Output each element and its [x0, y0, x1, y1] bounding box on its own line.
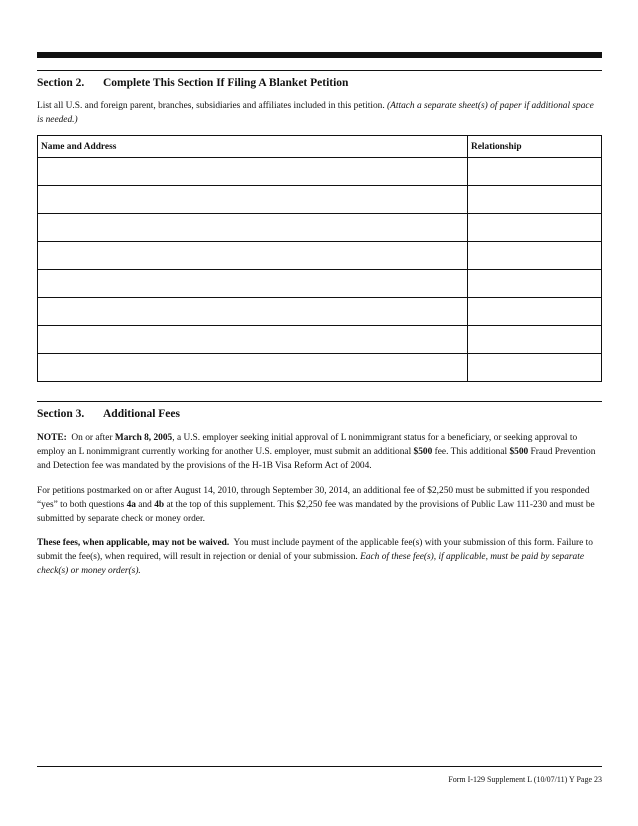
section-2-number: Section 2.	[37, 77, 85, 89]
note-date: March 8, 2005	[114, 433, 173, 443]
petitions-paragraph	[37, 484, 597, 526]
footer-rule	[37, 766, 602, 767]
relationship-field[interactable]	[468, 186, 602, 214]
waiver-emphasis: These fees, when applicable, may not be waived.	[37, 538, 230, 548]
question-ref: 4a	[126, 500, 136, 510]
relationship-field[interactable]	[468, 326, 602, 354]
section-2-title: Complete This Section If Filing A Blanket Petition	[103, 77, 349, 89]
relationship-field[interactable]	[468, 354, 602, 382]
relationship-field[interactable]	[468, 158, 602, 186]
note-text: fee. This additional	[434, 447, 508, 457]
petitions-text: and	[138, 500, 152, 510]
form-footer: Form I-129 Supplement L (10/07/11) Y Page 23	[448, 775, 602, 784]
table-row	[38, 326, 602, 354]
table-row	[38, 242, 602, 270]
name-address-field[interactable]	[38, 298, 468, 326]
section-2-instructions	[37, 99, 602, 127]
section-2-heading	[37, 70, 602, 89]
note-text: On or after	[71, 433, 113, 443]
petitions-text: at the top of this supplement. This $2,250 fee was mandated by the provisions of Public Law 111-230 and must be submitted by separate check or money order.	[37, 500, 595, 524]
section-3-number: Section 3.	[37, 408, 85, 420]
petitions-text: For petitions postmarked on or after August 14, 2010, through September 30, 2014, an additional fee of $2,250 must be submitted if you responded “yes” to both questions	[37, 486, 590, 510]
table-header-row	[38, 136, 602, 158]
name-address-field[interactable]	[38, 242, 468, 270]
name-address-field[interactable]	[38, 214, 468, 242]
section-3-title: Additional Fees	[103, 408, 180, 420]
question-ref: 4b	[154, 500, 165, 510]
instructions-note: (Attach a separate sheet(s) of paper if additional space is needed.)	[37, 101, 594, 125]
waiver-paragraph	[37, 536, 597, 578]
relationship-field[interactable]	[468, 270, 602, 298]
table-row	[38, 214, 602, 242]
table-row	[38, 186, 602, 214]
note-fee: $500	[413, 447, 433, 457]
instructions-text: List all U.S. and foreign parent, branches, subsidiaries and affiliates included in this petition.	[37, 101, 385, 111]
relationship-field[interactable]	[468, 298, 602, 326]
note-text: Fraud Prevention and Detection fee was mandated by the provisions of the H-1B Visa Reform Act of 2004.	[37, 447, 596, 471]
section-3-heading	[37, 401, 602, 420]
name-address-field[interactable]	[38, 326, 468, 354]
table-row	[38, 270, 602, 298]
header-name-address: Name and Address	[38, 136, 468, 158]
top-rule	[37, 52, 602, 58]
note-text: , a U.S. employer seeking initial approval of L nonimmigrant status for a beneficiary, or seeking approval to employ an L nonimmigrant currently working for another U.S. employer, must submit an additional	[37, 433, 578, 457]
waiver-text: You must include payment of the applicable fee(s) with your submission of this form. Failure to submit the fee(s), when required, will result in rejection or denial of your submission.	[37, 538, 593, 562]
relationship-field[interactable]	[468, 214, 602, 242]
table-row	[38, 298, 602, 326]
relationship-field[interactable]	[468, 242, 602, 270]
header-relationship: Relationship	[468, 136, 602, 158]
note-label: NOTE:	[37, 433, 67, 443]
name-address-field[interactable]	[38, 186, 468, 214]
name-address-field[interactable]	[38, 354, 468, 382]
note-paragraph	[37, 431, 597, 473]
table-row	[38, 158, 602, 186]
note-fee: $500	[509, 447, 529, 457]
table-row	[38, 354, 602, 382]
entities-table	[37, 135, 602, 382]
name-address-field[interactable]	[38, 158, 468, 186]
waiver-italic: Each of these fee(s), if applicable, must be paid by separate check(s) or money order(s).	[37, 552, 585, 576]
name-address-field[interactable]	[38, 270, 468, 298]
